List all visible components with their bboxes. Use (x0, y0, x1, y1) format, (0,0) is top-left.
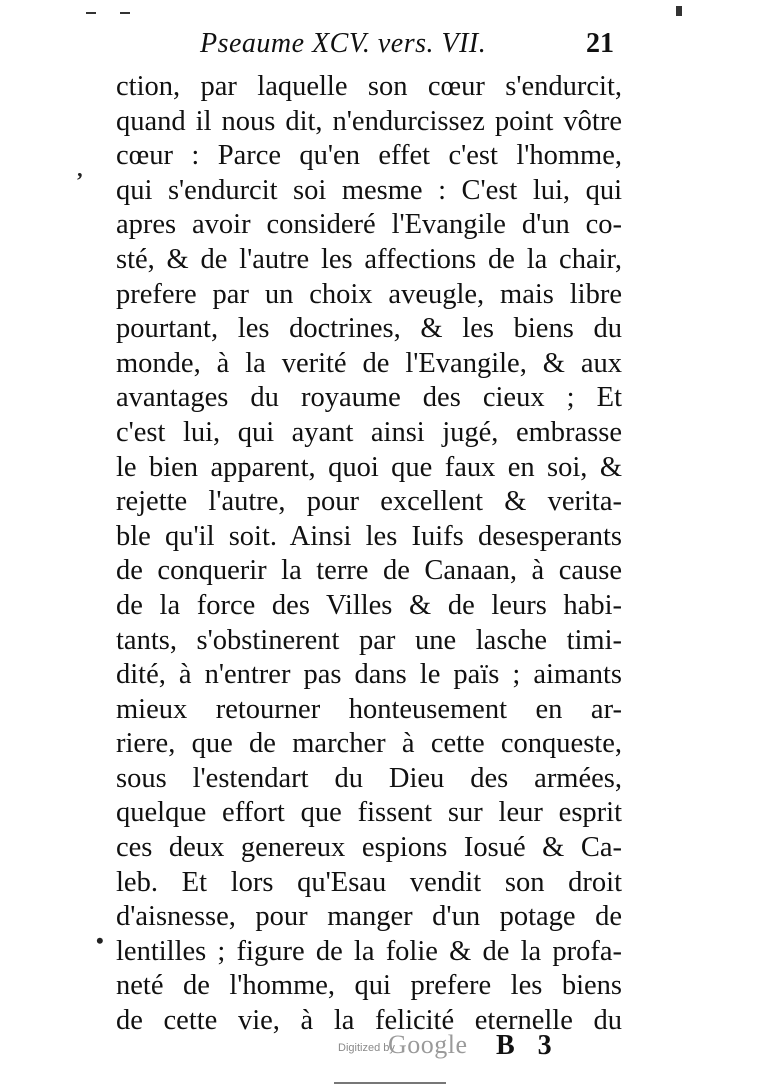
edge-mark (86, 12, 96, 14)
digitized-by-label: Digitized by (338, 1042, 395, 1054)
page-footer (0, 1030, 768, 1070)
text-line: lentilles ; figure de la folie & de la profa- (116, 935, 622, 967)
text-line: avantages du royaume des cieux ; Et (116, 382, 622, 414)
page-number: 21 (586, 28, 614, 59)
text-line: qui s'endurcit soi mesme : C'est lui, qui (116, 174, 622, 206)
text-line: ction, par laquelle son cœur s'endurcit, (116, 71, 622, 102)
google-watermark: Google (388, 1030, 468, 1059)
text-line: monde, à la verité de l'Evangile, & aux (116, 347, 622, 379)
margin-mark: ʼ (76, 168, 84, 193)
text-line: quand il nous dit, n'endurcissez point vôtre (116, 105, 622, 137)
page-header (0, 28, 768, 68)
text-line: leb. Et lors qu'Esau vendit son droit (116, 866, 622, 898)
margin-mark: • (96, 928, 104, 953)
edge-mark (676, 6, 682, 16)
text-line: cœur : Parce qu'en effet c'est l'homme, (116, 140, 622, 172)
text-line: ces deux genereux espions Iosué & Ca- (116, 832, 622, 864)
text-line: tants, s'obstinerent par une lasche timi- (116, 624, 622, 656)
text-line: rejette l'autre, pour excellent & verita- (116, 486, 622, 518)
text-line: pourtant, les doctrines, & les biens du (116, 313, 622, 345)
text-line: d'aisnesse, pour manger d'un potage de (116, 901, 622, 933)
text-line: sous l'estendart du Dieu des armées, (116, 762, 622, 794)
text-line: sté, & de l'autre les affections de la chair, (116, 243, 622, 275)
bottom-rule (334, 1082, 446, 1084)
body-text (116, 70, 622, 1039)
text-line: prefere par un choix aveugle, mais libre (116, 278, 622, 310)
text-line: c'est lui, qui ayant ainsi jugé, embrasse (116, 416, 622, 448)
text-line: le bien apparent, quoi que faux en soi, & (116, 451, 622, 483)
text-line: apres avoir consideré l'Evangile d'un co- (116, 209, 622, 241)
text-line: de la force des Villes & de leurs habi- (116, 589, 622, 621)
text-line: quelque effort que fissent sur leur esprit (116, 797, 622, 829)
edge-mark (120, 12, 130, 14)
top-edge-marks (80, 6, 680, 20)
text-line: ble qu'il soit. Ainsi les Iuifs desesperants (116, 520, 622, 552)
text-line: de conquerir la terre de Canaan, à cause (116, 555, 622, 587)
text-line: neté de l'homme, qui prefere les biens (116, 970, 622, 1002)
text-line: dité, à n'entrer pas dans le païs ; aimants (116, 659, 622, 691)
text-line: de cette vie, à la felicité eternelle du (116, 1005, 622, 1037)
text-line: riere, que de marcher à cette conqueste, (116, 728, 622, 760)
signature-mark: B 3 (496, 1030, 560, 1061)
running-head: Pseaume XCV. vers. VII. (200, 28, 487, 59)
text-line: mieux retourner honteusement en ar- (116, 693, 622, 725)
